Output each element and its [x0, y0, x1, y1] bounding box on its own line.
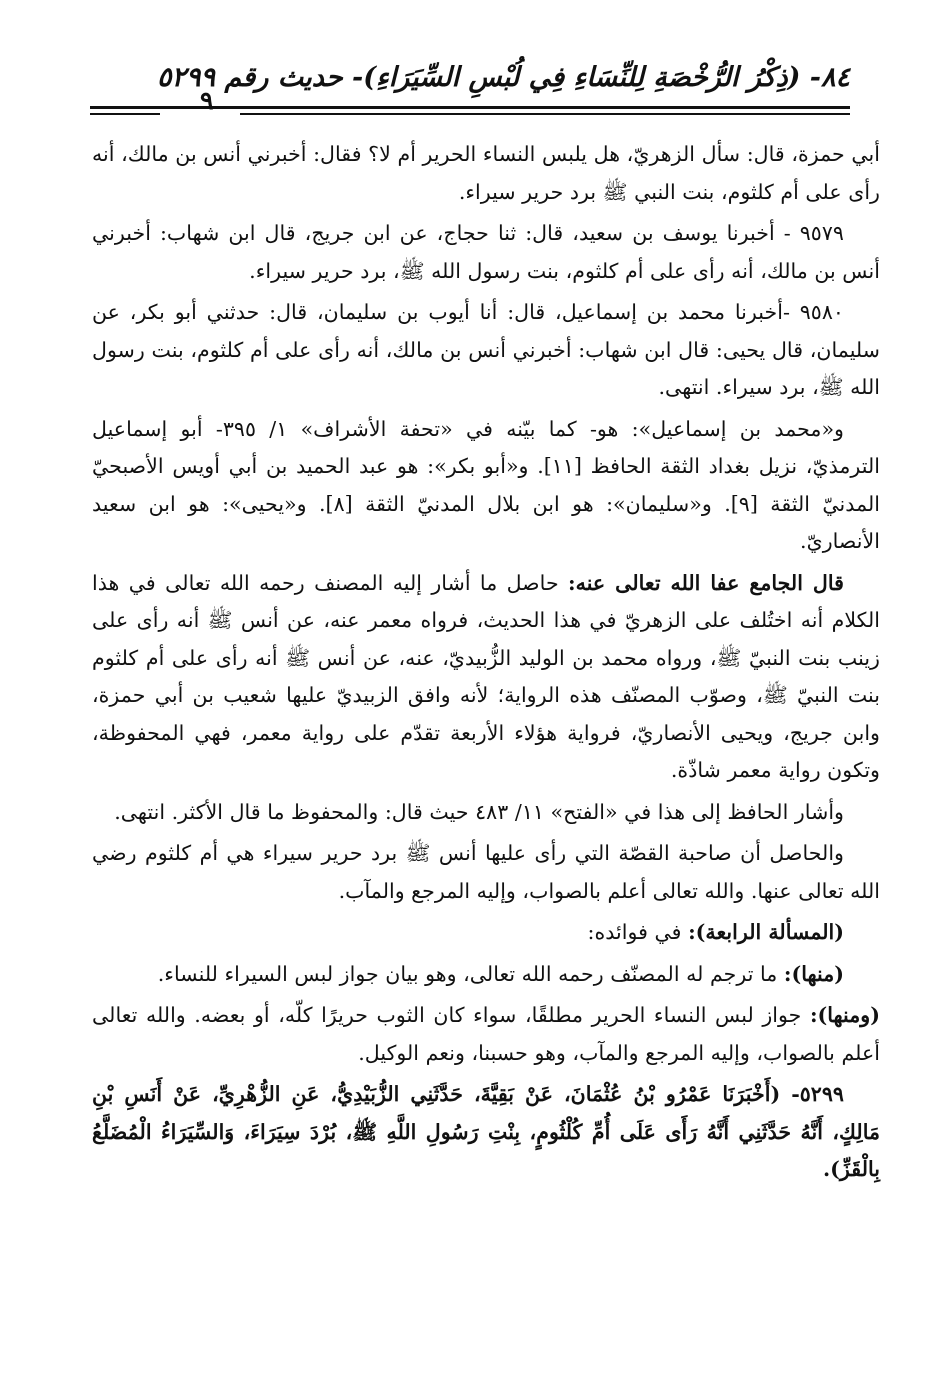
paragraph-8: (المسألة الرابعة): في فوائده: [587, 920, 844, 944]
paragraph-1: أبي حمزة، قال: سأل الزهريّ، هل يلبس النساء الحرير أم لا؟ فقال: أخبرني أنس بن مالك، أنه رأى على أم كلثوم، بنت النبي ﷺ برد حرير سيراء. [92, 142, 880, 204]
paragraph-5: قال الجامع عفا الله تعالى عنه: حاصل ما أشار إليه المصنف رحمه الله تعالى في هذا الكلام أنه اختُلف على الزهريّ في هذا الحديث، فرواه معمر عنه، عن أنس ﷺ أنه رأى على زينب بنت النبيّ ﷺ، ورواه محمد بن الوليد الزُّبيديّ، عنه، عن أنس ﷺ أنه رأى على أم كلثوم بنت النبيّ ﷺ، وصوّب المصنّف هذه الرواية؛ لأنه وافق الزبيديّ عليها شعيب بن أبي حمزة، وابن جريج، ويحيى الأنصاريّ، فرواية هؤلاء الأربعة تقدّم على رواية معمر، فهي المحفوظة، وتكون رواية معمر شاذّة. [92, 570, 880, 782]
page-number: ٩ [200, 86, 214, 115]
header-title: ٨٤- (ذِكْرُ الرُّخْصَةِ لِلنِّسَاءِ فِي لُبْسِ السِّيَرَاءِ)- حديث رقم ٥٢٩٩ [157, 62, 850, 93]
running-header [90, 62, 850, 122]
paragraph-10: (ومنها): جواز لبس النساء الحرير مطلقًا، سواء كان الثوب حريرًا كلّه، أو بعضه. والله تعالى أعلم بالصواب، وإليه المرجع والمآب، وهو حسبنا، ونعم الوكيل. [92, 1003, 880, 1065]
paragraph-9: (منها): ما ترجم له المصنّف رحمه الله تعالى، وهو بيان جواز لبس السيراء للنساء. [157, 961, 844, 986]
bold-lead: قال الجامع عفا الله تعالى عنه: [568, 570, 844, 595]
body-text [92, 136, 880, 1193]
bold-lead: (ومنها): [809, 1003, 880, 1027]
paragraph-2: ٩٥٧٩ - أخبرنا يوسف بن سعيد، قال: ثنا حجاج، عن ابن جريج، قال ابن شهاب: أخبرني أنس بن مالك، أنه رأى على أم كلثوم، بنت رسول الله ﷺ، برد حرير سيراء. [92, 221, 880, 283]
paragraph-4: و«محمد بن إسماعيل»: هو- كما بيّنه في «تحفة الأشراف» ١/ ٣٩٥- أبو إسماعيل الترمذيّ، نزيل بغداد الثقة الحافظ [١١]. و«أبو بكر»: هو عبد الحميد بن أبي أويس الأصبحيّ المدنيّ الثقة [٩]. و«سليمان»: هو ابن بلال المدنيّ الثقة [٨]. و«يحيى»: هو ابن سعيد الأنصاريّ. [92, 416, 880, 553]
bold-lead: (منها): [783, 961, 844, 986]
bold-lead: (المسألة الرابعة): [688, 920, 844, 944]
paragraph-6: وأشار الحافظ إلى هذا في «الفتح» ١١/ ٤٨٣ حيث قال: والمحفوظ ما قال الأكثر. انتهى. [114, 799, 844, 824]
hadith-5299: ٥٢٩٩- (أَخْبَرَنَا عَمْرُو بْنُ عُثْمَانَ، عَنْ بَقِيَّةَ، حَدَّثَنِي الزُّبَيْدِيُّ، عَنِ الزُّهْرِيِّ، عَنْ أَنَسِ بْنِ مَالِكٍ، أَنَّهُ حَدَّثَنِي أَنَّهُ رَأَى عَلَى أُمِّ كُلْثُومٍ، بِنْتِ رَسُولِ اللَّهِ ﷺ، بُرْدَ سِيَرَاءَ، وَالسِّيَرَاءُ الْمُضَلَّعُ بِالْقَزِّ). [92, 1082, 880, 1181]
paragraph-3: ٩٥٨٠ -أخبرنا محمد بن إسماعيل، قال: أنا أيوب بن سليمان، قال: حدثني أبو بكر، عن سليمان، قال يحيى: قال ابن شهاب: أخبرني أنس بن مالك، أنه رأى على أم كلثوم، بنت رسول الله ﷺ، برد سيراء. انتهى. [92, 300, 880, 399]
header-rule-right [240, 113, 850, 115]
header-rule-left [90, 113, 160, 115]
paragraph-7: والحاصل أن صاحبة القصّة التي رأى عليها أنس ﷺ برد حرير سيراء هي أم كلثوم رضي الله تعالى عنها. والله تعالى أعلم بالصواب، وإليه المرجع والمآب. [92, 841, 880, 903]
header-rule [90, 106, 850, 109]
